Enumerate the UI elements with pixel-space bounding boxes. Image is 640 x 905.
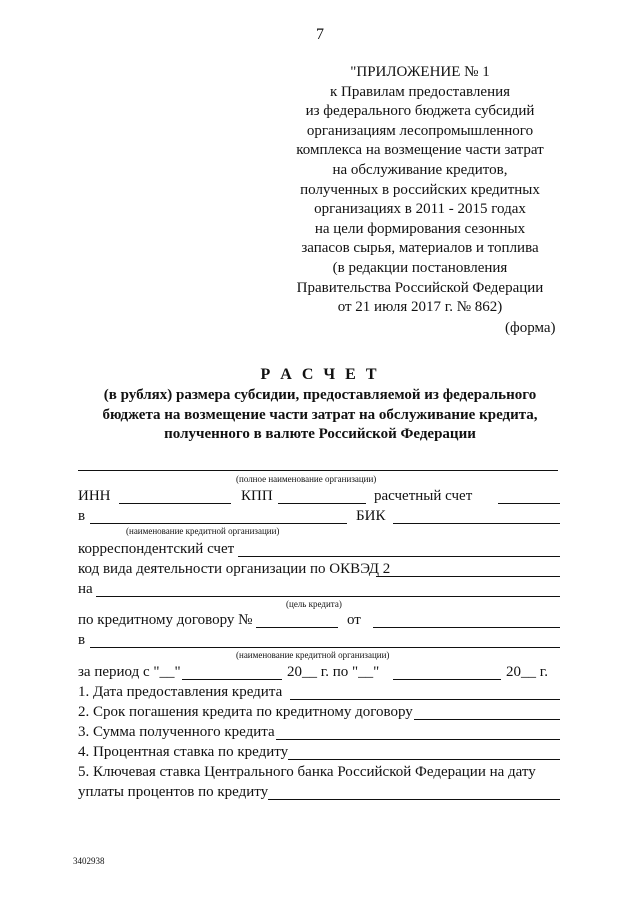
appendix-line: полученных в российских кредитных [300, 181, 540, 198]
bank2-in-label: в [78, 632, 86, 648]
subtitle-line: бюджета на возмещение части затрат на обслуживание кредита, [102, 406, 538, 423]
account-label: расчетный счет [374, 488, 473, 504]
inn-field[interactable] [119, 503, 231, 504]
item-4-label: 4. Процентная ставка по кредиту [78, 744, 289, 760]
item-4-field[interactable] [288, 759, 560, 760]
appendix-line: организациям лесопромышленного [306, 122, 534, 139]
item-1-field[interactable] [290, 699, 560, 700]
purpose-on-label: на [78, 581, 93, 597]
item-3-label: 3. Сумма полученного кредита [78, 724, 275, 740]
bik-field[interactable] [393, 523, 560, 524]
account-field[interactable] [498, 503, 560, 504]
bank2-name-caption: (наименование кредитной организации) [236, 650, 390, 660]
kpp-field[interactable] [278, 503, 366, 504]
contract-date-field[interactable] [373, 627, 560, 628]
bik-label: БИК [356, 508, 386, 524]
item-2-label: 2. Срок погашения кредита по кредитному договору [78, 704, 413, 720]
subtitle-line: (в рублях) размера субсидии, предоставляемой из федерального [103, 387, 537, 403]
page-number: 7 [316, 26, 324, 43]
appendix-line: (в редакции постановления [332, 259, 508, 276]
okved-field[interactable] [376, 576, 560, 577]
appendix-line: на обслуживание кредитов, [332, 161, 508, 178]
document-code: 3402938 [73, 856, 105, 866]
form-label: (форма) [505, 320, 556, 336]
period-to-field[interactable] [393, 679, 501, 680]
org-name-field[interactable] [78, 470, 558, 471]
inn-label: ИНН [78, 488, 111, 504]
contract-number-field[interactable] [256, 627, 338, 628]
appendix-line: Правительства Российской Федерации [296, 279, 544, 296]
corr-account-field[interactable] [238, 556, 560, 557]
appendix-line: из федерального бюджета субсидий [305, 103, 535, 120]
appendix-line: к Правилам предоставления [329, 83, 511, 100]
corr-account-label: корреспондентский счет [78, 541, 235, 557]
okved-label: код вида деятельности организации по ОКВЭД 2 [78, 561, 391, 577]
appendix-line: "ПРИЛОЖЕНИЕ № 1 [350, 64, 490, 80]
credit-purpose-field[interactable] [96, 596, 560, 597]
credit-purpose-caption: (цель кредита) [286, 599, 342, 609]
document-subtitle [60, 386, 580, 445]
contract-from-label: от [347, 612, 361, 628]
kpp-label: КПП [241, 488, 273, 504]
appendix-line: организациях в 2011 - 2015 годах [314, 201, 526, 218]
bank-in-label: в [78, 508, 86, 524]
item-5-label: 5. Ключевая ставка Центрального банка Российской Федерации на дату [78, 764, 536, 780]
document-title: Р А С Ч Е Т [260, 366, 380, 383]
period-to-label: 20__ г. по "__" [287, 664, 380, 680]
item-3-field[interactable] [276, 739, 560, 740]
appendix-line: запасов сырья, материалов и топлива [301, 240, 539, 257]
item-5-field[interactable] [268, 799, 560, 800]
bank2-name-field[interactable] [90, 647, 560, 648]
bank-name-caption: (наименование кредитной организации) [126, 526, 280, 536]
item-1-label: 1. Дата предоставления кредита [78, 684, 283, 700]
appendix-line: от 21 июля 2017 г. № 862) [337, 299, 503, 316]
item-2-field[interactable] [414, 719, 560, 720]
item-5-label-cont: уплаты процентов по кредиту [78, 784, 269, 800]
period-from-field[interactable] [182, 679, 282, 680]
org-name-caption: (полное наименование организации) [236, 474, 377, 484]
appendix-block [290, 63, 550, 318]
contract-label: по кредитному договору № [78, 612, 253, 628]
subtitle-line: полученного в валюте Российской Федерации [164, 426, 476, 442]
period-from-label: за период с "__" [78, 664, 181, 680]
appendix-line: комплекса на возмещение части затрат [296, 142, 544, 159]
bank-name-field[interactable] [90, 523, 347, 524]
period-year-label: 20__ г. [506, 664, 548, 680]
appendix-line: на цели формирования сезонных [314, 220, 526, 237]
